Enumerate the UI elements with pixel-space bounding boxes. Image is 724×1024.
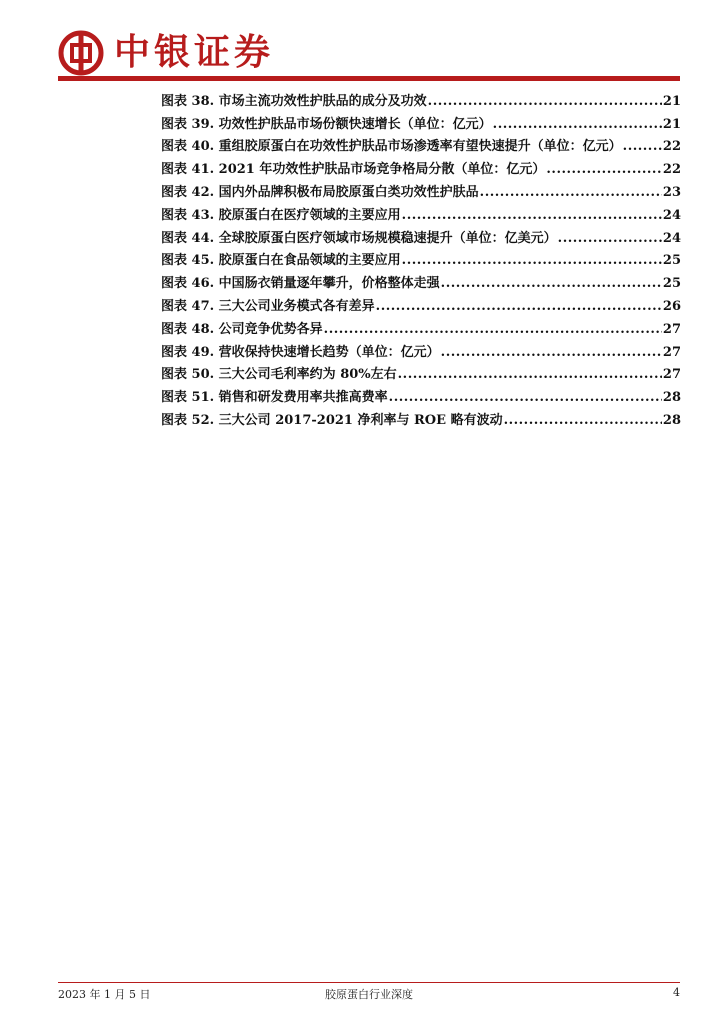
table-of-figures: [161, 86, 681, 428]
report-date: 2023 年 1 月 5 日: [58, 988, 151, 1001]
toc-entry[interactable]: [161, 337, 681, 360]
footer-divider: [58, 982, 680, 983]
toc-entry[interactable]: [161, 154, 681, 177]
toc-dot-leader: [402, 253, 662, 268]
page-number: 4: [673, 986, 680, 999]
toc-entry-page: 23: [662, 184, 681, 200]
toc-dot-leader: [493, 117, 662, 132]
toc-entry-title: 图表 44. 全球胶原蛋白医疗领域市场规模稳速提升（单位：亿美元）: [161, 230, 557, 246]
toc-entry-page: 22: [662, 139, 681, 155]
toc-entry-title: 图表 52. 三大公司 2017-2021 净利率与 ROE 略有波动: [161, 412, 503, 428]
toc-entry-title: 图表 47. 三大公司业务模式各有差异: [161, 298, 375, 314]
toc-entry-title: 图表 42. 国内外品牌积极布局胶原蛋白类功效性护肤品: [161, 184, 479, 200]
toc-dot-leader: [398, 367, 662, 382]
boc-logo-icon: [58, 30, 104, 76]
toc-entry[interactable]: [161, 268, 681, 291]
toc-dot-leader: [402, 208, 662, 223]
report-title: 胶原蛋白行业深度: [325, 988, 413, 1001]
toc-entry[interactable]: [161, 360, 681, 383]
toc-entry-page: 21: [662, 93, 681, 109]
toc-entry-title: 图表 49. 营收保持快速增长趋势（单位：亿元）: [161, 344, 440, 360]
toc-entry-title: 图表 39. 功效性护肤品市场份额快速增长（单位：亿元）: [161, 116, 492, 132]
toc-entry-page: 26: [662, 298, 681, 314]
toc-entry-title: 图表 38. 市场主流功效性护肤品的成分及功效: [161, 93, 427, 109]
toc-entry[interactable]: [161, 246, 681, 269]
toc-entry[interactable]: [161, 177, 681, 200]
toc-entry-page: 25: [662, 276, 681, 292]
toc-entry-page: 27: [662, 344, 681, 360]
toc-entry[interactable]: [161, 132, 681, 155]
toc-entry-page: 28: [662, 412, 681, 428]
toc-entry-title: 图表 43. 胶原蛋白在医疗领域的主要应用: [161, 207, 401, 223]
toc-entry-title: 图表 51. 销售和研发费用率共推高费率: [161, 390, 388, 406]
toc-entry[interactable]: [161, 86, 681, 109]
toc-entry-page: 24: [662, 207, 681, 223]
toc-entry[interactable]: [161, 223, 681, 246]
brand-name: 中银证券: [114, 32, 275, 73]
toc-dot-leader: [324, 322, 662, 337]
header-divider: [58, 76, 680, 81]
toc-entry-title: 图表 50. 三大公司毛利率约为 80%左右: [161, 367, 397, 383]
toc-entry-page: 27: [662, 367, 681, 383]
toc-entry[interactable]: [161, 405, 681, 428]
toc-entry-page: 28: [662, 390, 681, 406]
toc-dot-leader: [428, 94, 662, 109]
toc-entry-page: 22: [662, 162, 681, 178]
toc-dot-leader: [504, 413, 662, 428]
toc-entry-page: 27: [662, 321, 681, 337]
toc-dot-leader: [623, 139, 662, 154]
toc-entry[interactable]: [161, 291, 681, 314]
toc-entry-page: 25: [662, 253, 681, 269]
toc-dot-leader: [546, 162, 662, 177]
toc-entry[interactable]: [161, 382, 681, 405]
toc-entry[interactable]: [161, 109, 681, 132]
toc-entry-title: 图表 46. 中国肠衣销量逐年攀升，价格整体走强: [161, 276, 440, 292]
toc-entry-page: 21: [662, 116, 681, 132]
toc-entry-title: 图表 40. 重组胶原蛋白在功效性护肤品市场渗透率有望快速提升（单位：亿元）: [161, 139, 622, 155]
toc-entry-title: 图表 48. 公司竞争优势各异: [161, 321, 323, 337]
toc-entry-title: 图表 45. 胶原蛋白在食品领域的主要应用: [161, 253, 401, 269]
toc-dot-leader: [441, 345, 662, 360]
page-footer: [58, 986, 680, 1002]
toc-dot-leader: [480, 185, 662, 200]
toc-entry[interactable]: [161, 200, 681, 223]
toc-entry[interactable]: [161, 314, 681, 337]
toc-entry-title: 图表 41. 2021 年功效性护肤品市场竞争格局分散（单位：亿元）: [161, 162, 546, 178]
page-header: [58, 28, 274, 78]
toc-dot-leader: [441, 276, 662, 291]
toc-dot-leader: [558, 231, 662, 246]
toc-dot-leader: [389, 390, 662, 405]
toc-dot-leader: [376, 299, 662, 314]
toc-entry-page: 24: [662, 230, 681, 246]
